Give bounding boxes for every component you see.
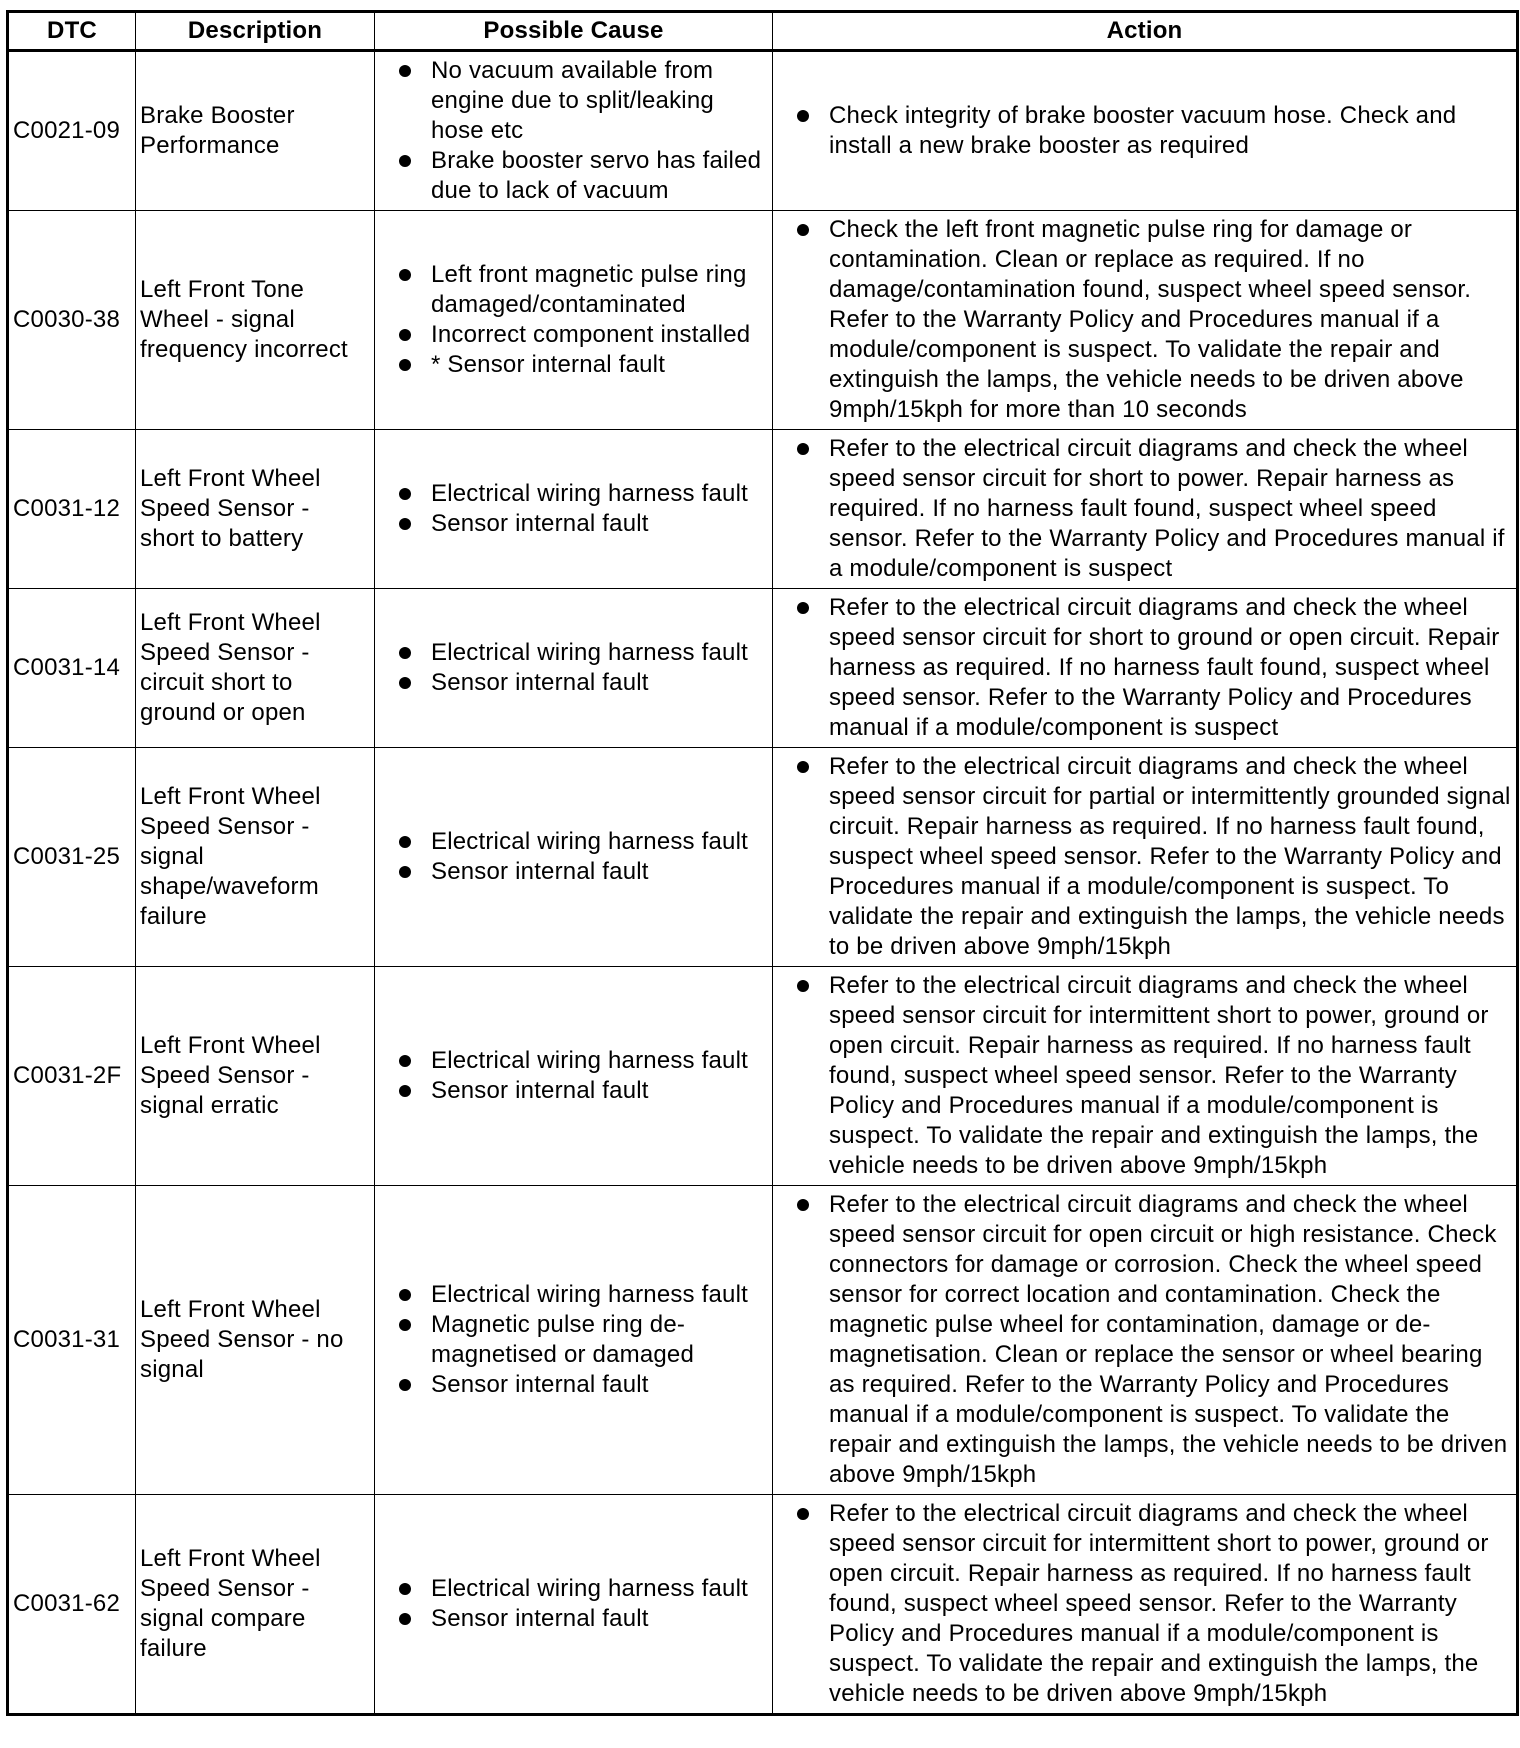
possible-cause-cell — [375, 748, 773, 967]
bullet-icon — [399, 329, 411, 341]
bullet-icon — [399, 1613, 411, 1625]
cause-item — [395, 1076, 768, 1106]
cause-item — [395, 1574, 768, 1604]
possible-cause-cell — [375, 51, 773, 211]
cause-list — [395, 1574, 768, 1634]
cause-text: Incorrect component installed — [431, 321, 751, 348]
action-list — [793, 593, 1512, 743]
action-list — [793, 752, 1512, 962]
bullet-icon — [797, 1199, 809, 1211]
cause-text: * Sensor internal fault — [431, 351, 666, 378]
possible-cause-cell — [375, 1186, 773, 1495]
possible-cause-cell — [375, 211, 773, 430]
bullet-icon — [399, 488, 411, 500]
table-row — [8, 51, 1518, 211]
cause-text: Sensor internal fault — [431, 510, 649, 537]
bullet-icon — [399, 1379, 411, 1391]
action-item — [793, 1190, 1512, 1490]
bullet-icon — [399, 65, 411, 77]
possible-cause-cell — [375, 1495, 773, 1715]
header-dtc: DTC — [8, 12, 136, 51]
cause-item — [395, 479, 768, 509]
action-item — [793, 101, 1512, 161]
bullet-icon — [399, 866, 411, 878]
cause-text: Electrical wiring harness fault — [431, 480, 748, 507]
cause-item — [395, 1046, 768, 1076]
cause-list — [395, 638, 768, 698]
action-list — [793, 1190, 1512, 1490]
action-text: Refer to the electrical circuit diagrams and check the wheel speed sensor circuit for partial or intermittently grounded signal circuit. Repair harness as required. If no harness fault found, suspect wheel speed sensor. Refer to the Warranty Policy and Procedures manual if a module/component is suspect. To validate the repair and extinguish the lamps, the vehicle needs to be driven above 9mph/15kph — [829, 753, 1511, 960]
cause-text: Electrical wiring harness fault — [431, 828, 748, 855]
cause-item — [395, 1310, 768, 1370]
action-list — [793, 434, 1512, 584]
possible-cause-cell — [375, 430, 773, 589]
cause-list — [395, 1046, 768, 1106]
cause-text: Sensor internal fault — [431, 1371, 649, 1398]
action-list — [793, 101, 1512, 161]
bullet-icon — [399, 677, 411, 689]
dtc-description: Brake Booster Performance — [136, 51, 375, 211]
dtc-description: Left Front Wheel Speed Sensor - signal shape/waveform failure — [136, 748, 375, 967]
dtc-description: Left Front Wheel Speed Sensor - short to battery — [136, 430, 375, 589]
bullet-icon — [797, 761, 809, 773]
header-action: Action — [773, 12, 1518, 51]
bullet-icon — [797, 224, 809, 236]
cause-text: Sensor internal fault — [431, 1605, 649, 1632]
dtc-table — [6, 10, 1519, 1716]
cause-list — [395, 479, 768, 539]
action-cell — [773, 1495, 1518, 1715]
dtc-code: C0021-09 — [8, 51, 136, 211]
bullet-icon — [797, 980, 809, 992]
cause-item — [395, 509, 768, 539]
cause-text: No vacuum available from engine due to split/leaking hose etc — [431, 57, 714, 144]
action-list — [793, 1499, 1512, 1709]
dtc-code: C0031-12 — [8, 430, 136, 589]
dtc-code: C0031-62 — [8, 1495, 136, 1715]
action-cell — [773, 211, 1518, 430]
header-description: Description — [136, 12, 375, 51]
action-list — [793, 971, 1512, 1181]
cause-item — [395, 638, 768, 668]
dtc-table-container — [6, 10, 1516, 1716]
table-row — [8, 967, 1518, 1186]
action-item — [793, 434, 1512, 584]
cause-item — [395, 350, 768, 380]
possible-cause-cell — [375, 967, 773, 1186]
action-cell — [773, 748, 1518, 967]
cause-text: Sensor internal fault — [431, 858, 649, 885]
table-row — [8, 430, 1518, 589]
bullet-icon — [399, 1319, 411, 1331]
bullet-icon — [797, 1508, 809, 1520]
cause-text: Left front magnetic pulse ring damaged/contaminated — [431, 261, 747, 318]
action-item — [793, 971, 1512, 1181]
bullet-icon — [399, 1055, 411, 1067]
cause-list — [395, 827, 768, 887]
action-cell — [773, 430, 1518, 589]
dtc-description: Left Front Wheel Speed Sensor - no signal — [136, 1186, 375, 1495]
bullet-icon — [399, 836, 411, 848]
cause-text: Electrical wiring harness fault — [431, 1575, 748, 1602]
table-row — [8, 589, 1518, 748]
action-cell — [773, 1186, 1518, 1495]
dtc-code: C0031-14 — [8, 589, 136, 748]
action-text: Check integrity of brake booster vacuum hose. Check and install a new brake booster as required — [829, 102, 1457, 159]
dtc-description: Left Front Wheel Speed Sensor - circuit short to ground or open — [136, 589, 375, 748]
action-list — [793, 215, 1512, 425]
cause-item — [395, 1370, 768, 1400]
cause-item — [395, 827, 768, 857]
dtc-code: C0031-31 — [8, 1186, 136, 1495]
cause-text: Sensor internal fault — [431, 1077, 649, 1104]
dtc-code: C0031-2F — [8, 967, 136, 1186]
dtc-code: C0031-25 — [8, 748, 136, 967]
dtc-description: Left Front Wheel Speed Sensor - signal compare failure — [136, 1495, 375, 1715]
action-item — [793, 1499, 1512, 1709]
table-row — [8, 211, 1518, 430]
action-text: Refer to the electrical circuit diagrams and check the wheel speed sensor circuit for open circuit or high resistance. Check connectors for damage or corrosion. Check the wheel speed sensor for correct location and contamination. Check the magnetic pulse wheel for contamination, damage or de-magnetisation. Clean or replace the sensor or wheel bearing as required. Refer to the Warranty Policy and Procedures manual if a module/component is suspect. To validate the repair and extinguish the lamps, the vehicle needs to be driven above 9mph/15kph — [829, 1191, 1508, 1488]
bullet-icon — [399, 1289, 411, 1301]
table-header-row — [8, 12, 1518, 51]
action-cell — [773, 51, 1518, 211]
bullet-icon — [399, 647, 411, 659]
cause-text: Brake booster servo has failed due to lack of vacuum — [431, 147, 762, 204]
dtc-description: Left Front Tone Wheel - signal frequency incorrect — [136, 211, 375, 430]
bullet-icon — [399, 1085, 411, 1097]
dtc-description: Left Front Wheel Speed Sensor -signal erratic — [136, 967, 375, 1186]
action-item — [793, 593, 1512, 743]
cause-text: Electrical wiring harness fault — [431, 639, 748, 666]
table-body — [8, 51, 1518, 1715]
bullet-icon — [399, 359, 411, 371]
action-text: Refer to the electrical circuit diagrams and check the wheel speed sensor circuit for intermittent short to power, ground or open circuit. Repair harness as required. If no harness fault found, suspect wheel speed sensor. Refer to the Warranty Policy and Procedures manual if a module/component is suspect. To validate the repair and extinguish the lamps, the vehicle needs to be driven above 9mph/15kph — [829, 972, 1489, 1179]
bullet-icon — [797, 110, 809, 122]
bullet-icon — [797, 602, 809, 614]
cause-item — [395, 146, 768, 206]
action-item — [793, 215, 1512, 425]
action-text: Refer to the electrical circuit diagrams and check the wheel speed sensor circuit for intermittent short to power, ground or open circuit. Repair harness as required. If no harness fault found, suspect wheel speed sensor. Refer to the Warranty Policy and Procedures manual if a module/component is suspect. To validate the repair and extinguish the lamps, the vehicle needs to be driven above 9mph/15kph — [829, 1500, 1489, 1707]
bullet-icon — [399, 1583, 411, 1595]
bullet-icon — [399, 155, 411, 167]
cause-item — [395, 857, 768, 887]
cause-item — [395, 668, 768, 698]
bullet-icon — [399, 269, 411, 281]
cause-item — [395, 1280, 768, 1310]
cause-text: Magnetic pulse ring de-magnetised or damaged — [431, 1311, 695, 1368]
bullet-icon — [797, 443, 809, 455]
action-cell — [773, 967, 1518, 1186]
action-item — [793, 752, 1512, 962]
possible-cause-cell — [375, 589, 773, 748]
dtc-code: C0030-38 — [8, 211, 136, 430]
action-text: Refer to the electrical circuit diagrams and check the wheel speed sensor circuit for short to power. Repair harness as required. If no harness fault found, suspect wheel speed sensor. Refer to the Warranty Policy and Procedures manual if a module/component is suspect — [829, 435, 1505, 582]
table-row — [8, 1495, 1518, 1715]
action-text: Refer to the electrical circuit diagrams and check the wheel speed sensor circuit for short to ground or open circuit. Repair harness as required. If no harness fault found, suspect wheel speed sensor. Refer to the Warranty Policy and Procedures manual if a module/component is suspect — [829, 594, 1500, 741]
action-cell — [773, 589, 1518, 748]
cause-text: Sensor internal fault — [431, 669, 649, 696]
table-row — [8, 1186, 1518, 1495]
bullet-icon — [399, 518, 411, 530]
header-possible-cause: Possible Cause — [375, 12, 773, 51]
cause-text: Electrical wiring harness fault — [431, 1047, 748, 1074]
cause-text: Electrical wiring harness fault — [431, 1281, 748, 1308]
table-row — [8, 748, 1518, 967]
cause-item — [395, 1604, 768, 1634]
cause-item — [395, 260, 768, 320]
cause-list — [395, 56, 768, 206]
action-text: Check the left front magnetic pulse ring for damage or contamination. Clean or replace as required. If no damage/contamination found, suspect wheel speed sensor. Refer to the Warranty Policy and Procedures manual if a module/component is suspect. To validate the repair and extinguish the lamps, the vehicle needs to be driven above 9mph/15kph for more than 10 seconds — [829, 216, 1472, 423]
cause-item — [395, 320, 768, 350]
cause-list — [395, 260, 768, 380]
cause-item — [395, 56, 768, 146]
cause-list — [395, 1280, 768, 1400]
